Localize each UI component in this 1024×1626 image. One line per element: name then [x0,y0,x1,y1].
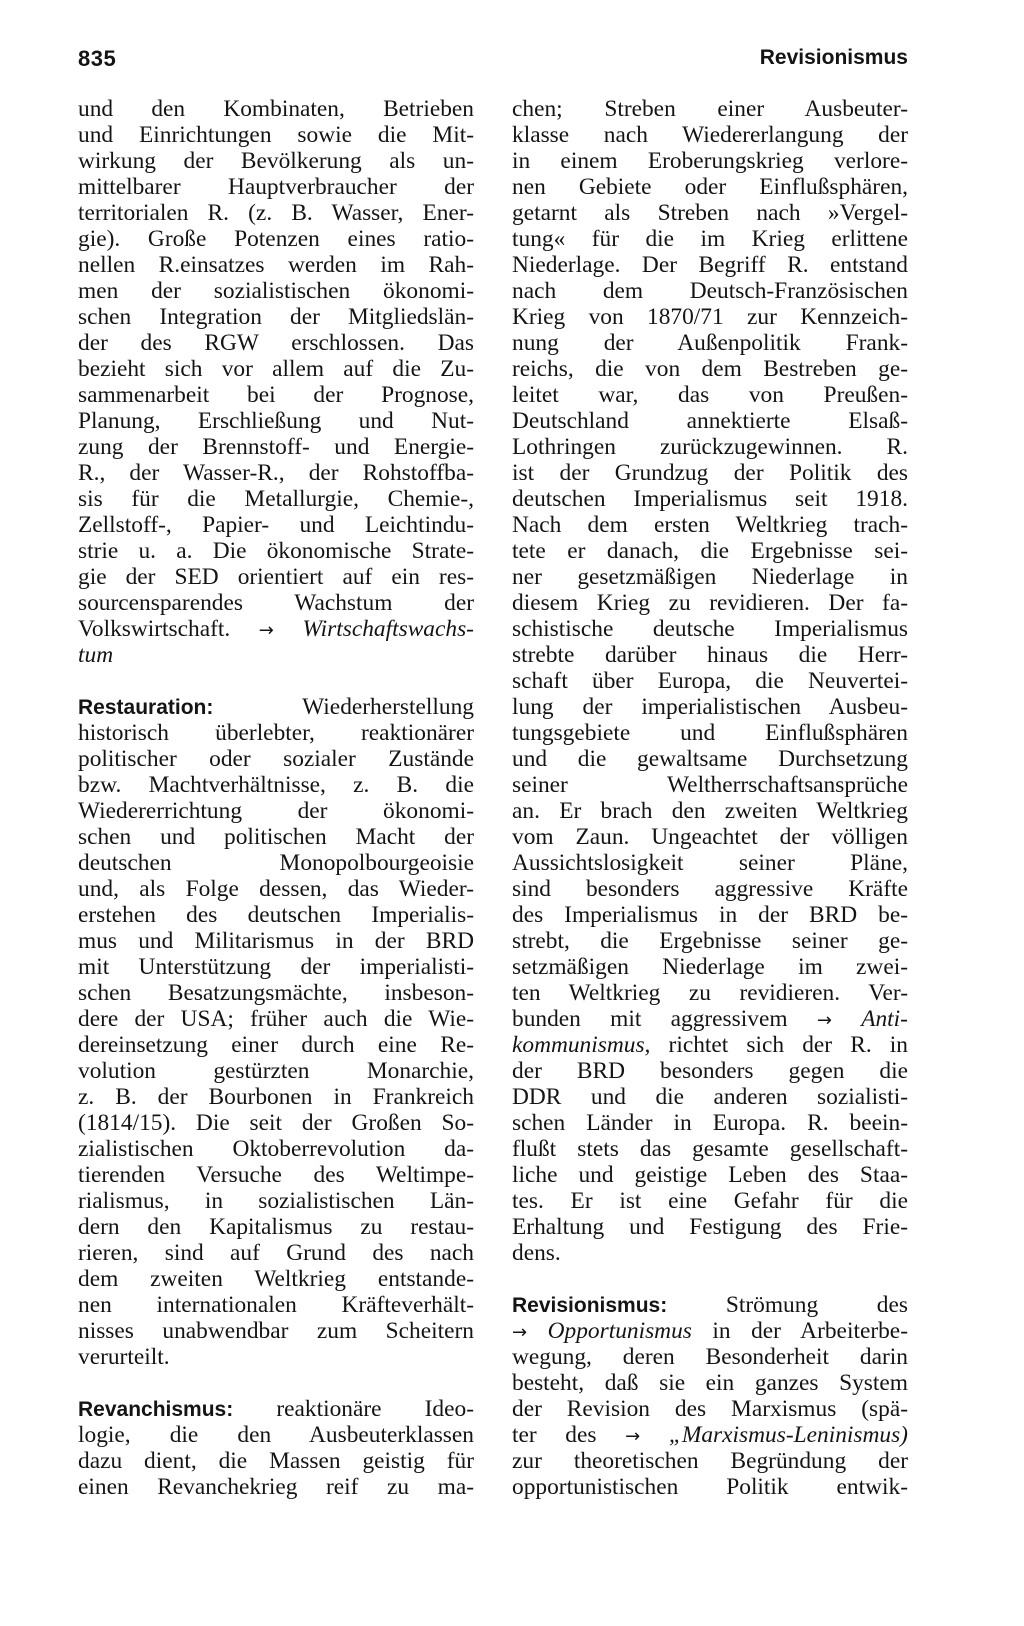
page-number: 835 [78,46,117,71]
text-line: gie). Große Potenzen eines ratio- [78,226,474,252]
text-line: tung« für die im Krieg erlittene [512,226,908,252]
text-line: politischer oder sozialer Zustände [78,746,474,772]
page-header [78,46,908,76]
text-line: Niederlage. Der Begriff R. entstand [512,252,908,278]
entry-continuation [78,96,474,668]
line-text: Volkswirtschaft. [78,616,231,642]
text-line: tes. Er ist eine Gefahr für die [512,1188,908,1214]
text-line-with-reference [512,1032,908,1058]
text-line: seiner Weltherrschaftsansprüche [512,772,908,798]
line-text: Wiederherstellung [302,694,474,720]
arrow-icon: → [258,620,274,641]
text-line: Planung, Erschließung und Nut- [78,408,474,434]
text-line: schen Integration der Mitgliedslän- [78,304,474,330]
text-line: Lothringen zurückzugewinnen. R. [512,434,908,460]
text-line: nen internationalen Kräfteverhält- [78,1292,474,1318]
text-line: R., der Wasser-R., der Rohstoffba- [78,460,474,486]
entry-revanchismus-continued [512,96,908,1266]
text-line: vom Zaun. Ungeachtet der völligen [512,824,908,850]
text-line: Erhaltung und Festigung des Frie- [512,1214,908,1240]
line-text: ter des [512,1422,597,1448]
text-line: historisch überlebter, reaktionärer [78,720,474,746]
text-line: bezieht sich vor allem auf die Zu- [78,356,474,382]
text-line: dere der USA; früher auch die Wie- [78,1006,474,1032]
line-text: in der Arbeiterbe- [712,1318,908,1344]
text-line: Deutschland annektierte Elsaß- [512,408,908,434]
line-text: bunden mit aggressivem [512,1006,788,1032]
text-line: ner gesetzmäßigen Niederlage in [512,564,908,590]
text-line: rieren, sind auf Grund des nach [78,1240,474,1266]
text-line: logie, die den Ausbeuterklassen [78,1422,474,1448]
text-line: schen Länder in Europa. R. beein- [512,1110,908,1136]
text-line: rialismus, in sozialistischen Län- [78,1188,474,1214]
entry-first-line [78,1396,474,1422]
cross-reference-link[interactable]: kommunismus, [512,1032,651,1058]
text-line: nung der Außenpolitik Frank- [512,330,908,356]
text-line: klasse nach Wiedererlangung der [512,122,908,148]
text-line: Zellstoff-, Papier- und Leichtindu- [78,512,474,538]
text-line: Aussichtslosigkeit seiner Pläne, [512,850,908,876]
text-line: und, als Folge dessen, das Wieder- [78,876,474,902]
arrow-icon: → [625,1426,641,1447]
text-line: und Einrichtungen sowie die Mit- [78,122,474,148]
text-line: dazu dient, die Massen geistig für [78,1448,474,1474]
text-line: und die gewaltsame Durchsetzung [512,746,908,772]
text-line: schen Besatzungsmächte, insbeson- [78,980,474,1006]
entry-gap [78,1370,474,1396]
text-line: flußt stets das gesamte gesellschaft- [512,1136,908,1162]
text-line-with-reference [512,1318,908,1344]
right-column [512,96,908,1500]
text-line: schistische deutsche Imperialismus [512,616,908,642]
text-line: nen Gebiete oder Einflußsphären, [512,174,908,200]
text-line: schaft über Europa, die Neuvertei- [512,668,908,694]
left-column [78,96,474,1500]
entry-gap [78,668,474,694]
arrow-icon: → [512,1322,528,1343]
text-line: nisses unabwendbar zum Scheitern [78,1318,474,1344]
text-line: reichs, die von dem Bestreben ge- [512,356,908,382]
text-line-with-reference [78,616,474,642]
entry-gap [512,1266,908,1292]
cross-reference-link[interactable]: tum [78,642,114,668]
text-line: in einem Eroberungskrieg verlore- [512,148,908,174]
text-line: zung der Brennstoff- und Energie- [78,434,474,460]
text-line: territorialen R. (z. B. Wasser, Ener- [78,200,474,226]
text-line: einen Revanchekrieg reif zu ma- [78,1474,474,1500]
text-line: chen; Streben einer Ausbeuter- [512,96,908,122]
text-line [78,642,474,668]
arrow-icon: → [816,1010,832,1031]
text-line: leitet war, das von Preußen- [512,382,908,408]
cross-reference-link[interactable]: „Marxismus-Leninismus) [668,1422,908,1448]
text-line: opportunistischen Politik entwik- [512,1474,908,1500]
text-line: dens. [512,1240,561,1266]
text-line: gie der SED orientiert auf ein res- [78,564,474,590]
text-line: der BRD besonders gegen die [512,1058,908,1084]
text-line: mittelbarer Hauptverbraucher der [78,174,474,200]
text-line: verurteilt. [78,1344,170,1370]
text-line: diesem Krieg zu revidieren. Der fa- [512,590,908,616]
text-line: Nach dem ersten Weltkrieg trach- [512,512,908,538]
text-line: volution gestürzten Monarchie, [78,1058,474,1084]
text-line: bzw. Machtverhältnisse, z. B. die [78,772,474,798]
entry-term: Revanchismus: [78,1398,234,1421]
line-text: Strömung des [725,1292,908,1318]
text-line: und den Kombinaten, Betrieben [78,96,474,122]
text-line: ist der Grundzug der Politik des [512,460,908,486]
text-line-with-reference [512,1422,908,1448]
text-line: mus und Militarismus in der BRD [78,928,474,954]
entry-first-line [512,1292,908,1318]
text-line: setzmäßigen Niederlage im zwei- [512,954,908,980]
text-line: mit Unterstützung der imperialisti- [78,954,474,980]
text-line: deutschen Imperialismus seit 1918. [512,486,908,512]
entry-revisionismus [512,1292,908,1500]
text-line: tierenden Versuche des Weltimpe- [78,1162,474,1188]
text-line: liche und geistige Leben des Staa- [512,1162,908,1188]
line-text: reaktionäre Ideo- [276,1396,474,1422]
text-line: nach dem Deutsch-Französischen [512,278,908,304]
text-line: wirkung der Bevölkerung als un- [78,148,474,174]
text-line: ten Weltkrieg zu revidieren. Ver- [512,980,908,1006]
text-line: zur theoretischen Begründung der [512,1448,908,1474]
text-line: der des RGW erschlossen. Das [78,330,474,356]
text-line: getarnt als Streben nach »Vergel- [512,200,908,226]
text-line: der Revision des Marxismus (spä- [512,1396,908,1422]
text-line: sammenarbeit bei der Prognose, [78,382,474,408]
text-line: DDR und die anderen sozialisti- [512,1084,908,1110]
cross-reference-link[interactable]: Opportunismus [547,1318,692,1344]
text-line: z. B. der Bourbonen in Frankreich [78,1084,474,1110]
entry-term: Restauration: [78,696,214,719]
entry-term: Revisionismus: [512,1294,668,1317]
text-line: wegung, deren Besonderheit darin [512,1344,908,1370]
text-line: Krieg von 1870/71 zur Kennzeich- [512,304,908,330]
text-line: erstehen des deutschen Imperialis- [78,902,474,928]
text-line: zialistischen Oktoberrevolution da- [78,1136,474,1162]
text-line: lung der imperialistischen Ausbeu- [512,694,908,720]
text-line: an. Er brach den zweiten Weltkrieg [512,798,908,824]
cross-reference-link[interactable]: Anti- [861,1006,908,1032]
text-line: schen und politischen Macht der [78,824,474,850]
text-line: dereinsetzung einer durch eine Re- [78,1032,474,1058]
entry-restauration [78,694,474,1370]
text-line: strebt, die Ergebnisse seiner ge- [512,928,908,954]
text-line: strie u. a. Die ökonomische Strate- [78,538,474,564]
text-line: dem zweiten Weltkrieg entstande- [78,1266,474,1292]
text-line: besteht, daß sie ein ganzes System [512,1370,908,1396]
text-line: (1814/15). Die seit der Großen So- [78,1110,474,1136]
line-text: richtet sich der R. in [668,1032,908,1058]
text-line: men der sozialistischen ökonomi- [78,278,474,304]
entry-revanchismus [78,1396,474,1500]
running-head: Revisionismus [759,46,908,69]
cross-reference-link[interactable]: Wirtschaftswachs- [302,616,474,642]
text-line: Wiedererrichtung der ökonomi- [78,798,474,824]
text-line: deutschen Monopolbourgeoisie [78,850,474,876]
text-line: sis für die Metallurgie, Chemie-, [78,486,474,512]
text-line: des Imperialismus in der BRD be- [512,902,908,928]
text-line: tungsgebiete und Einflußsphären [512,720,908,746]
text-line: sind besonders aggressive Kräfte [512,876,908,902]
text-line: tete er danach, die Ergebnisse sei- [512,538,908,564]
entry-first-line [78,694,474,720]
text-line-with-reference [512,1006,908,1032]
text-line: dern den Kapitalismus zu restau- [78,1214,474,1240]
text-line: nellen R.einsatzes werden im Rah- [78,252,474,278]
text-line: sourcensparendes Wachstum der [78,590,474,616]
text-line: strebte darüber hinaus die Herr- [512,642,908,668]
